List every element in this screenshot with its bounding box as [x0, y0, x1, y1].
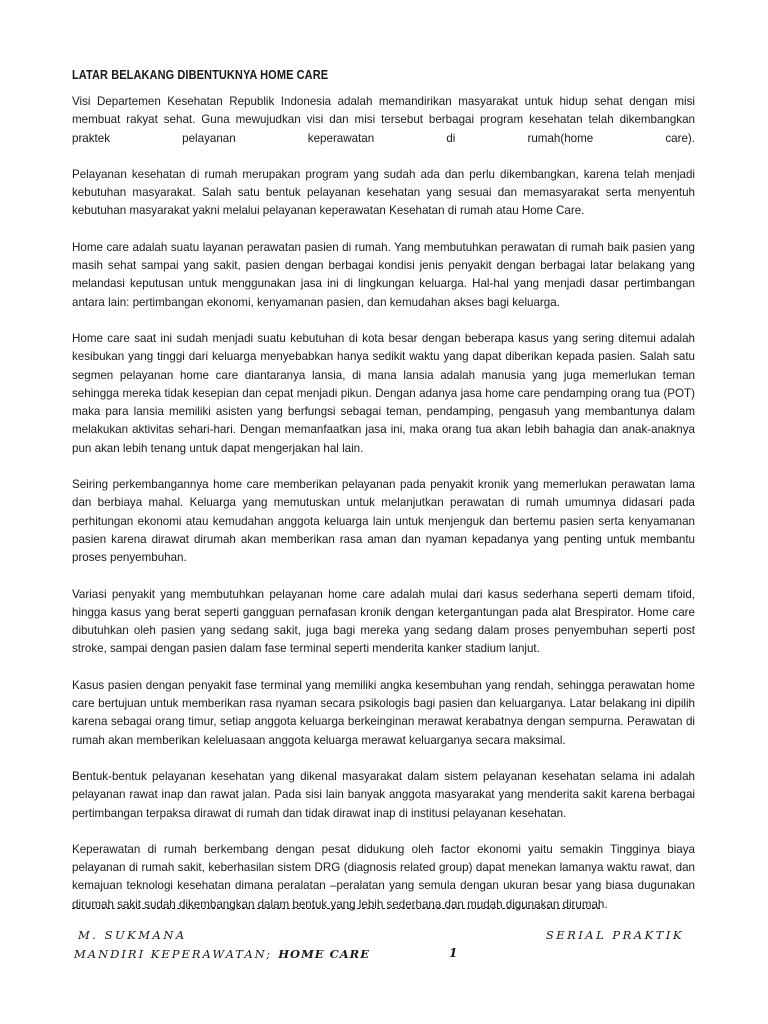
paragraph-3: Home care adalah suatu layanan perawatan pasien di rumah. Yang membutuhkan perawatan di rumah baik pasien yang masih sehat sampai yang sakit, pasien dengan berbagai kondisi jenis penyakit dengan berbagai latar belakang yang melandasi keputusan untuk menggunakan jasa ini di lingkungan keluarga. Hal-hal yang menjadi dasar pertimbangan antara lain: pertimbangan ekonomi, kenyamanan pasien, dan kemudahan akses bagi keluarga. — [72, 240, 695, 309]
paragraph-1: Visi Departemen Kesehatan Republik Indonesia adalah memandirikan masyarakat untuk hidup sehat dengan misi membuat rakyat sehat. Guna mewujudkan visi dan misi tersebut berbagai program kesehatan telah dikembangkan praktek pelayanan keperawatan di rumah(home care). — [72, 95, 695, 145]
footer-divider — [72, 908, 600, 909]
paragraph-5: Seiring perkembangannya home care memberikan pelayanan pada penyakit kronik yang memerlukan perawatan lama dan berbiaya mahal. Keluarga yang memutuskan untuk melanjutkan perawatan di rumah umumnya didasari pada perhitungan ekonomi atau kemudahan anggota keluarga lain untuk menjenguk dan bertemu pasien serta kenyamanan pasien karena dirawat dirumah akan memberikan rasa aman dan nyaman kepadanya yang penting untuk membantu proses penyembuhan. — [72, 478, 695, 565]
paragraph-2: Pelayanan kesehatan di rumah merupakan program yang sudah ada dan perlu dikembangkan, karena telah menjadi kebutuhan masyarakat. Salah satu bentuk pelayanan kesehatan yang sesuai dan memasyarakat serta menyentuh kebutuhan masyarakat yakni melalui pelayanan keperawatan Kesehatan di rumah atau Home Care. — [72, 167, 695, 218]
paragraph-7: Kasus pasien dengan penyakit fase terminal yang memiliki angka kesembuhan yang rendah, sehingga perawatan home care bertujuan untuk memberikan rasa nyaman secara psikologis bagi pasien dan keluarganya. Latar belakang ini dipilih karena sebagai orang timur, setiap anggota keluarga berkeinginan merawat kerabatnya dengan sempurna. Perawatan di rumah akan memberikan keleluasaan anggota keluarga merawat keluarganya secara maksimal. — [72, 678, 695, 747]
footer-author: M. SUKMANA — [78, 928, 187, 942]
paragraph-9: Keperawatan di rumah berkembang dengan pesat didukung oleh factor ekonomi yaitu semakin Tingginya biaya pelayanan di rumah sakit, keberhasilan sistem DRG (diagnosis related group) dapat menekan lamanya waktu rawat, dan kemajuan teknologi kesehatan dimana peralatan –peralatan yang semula dengan ukuran besar yang biasa dugunakan dirumah sakit sudah dikembangkan dalam bentuk yang lebih sederhana dan mudah digunakan dirumah. — [72, 842, 695, 911]
paragraph-8: Bentuk-bentuk pelayanan kesehatan yang dikenal masyarakat dalam sistem pelayanan kesehatan selama ini adalah pelayanan rawat inap dan rawat jalan. Pada sisi lain banyak anggota masyarakat yang menderita sakit karena berbagai pertimbangan terpaksa dirawat di rumah dan tidak dirawat inap di institusi pelayanan kesehatan. — [72, 769, 695, 820]
document-title: LATAR BELAKANG DIBENTUKNYA HOME CARE — [72, 68, 329, 82]
paragraph-4: Home care saat ini sudah menjadi suatu kebutuhan di kota besar dengan beberapa kasus yang sering ditemui adalah kesibukan yang tinggi dari keluarga menyebabkan hanya sedikit waktu yang dapat diberikan kepada pasien. Salah satu segmen pelayanan home care diantaranya lansia, di mana lansia adalah manusia yang juga memerlukan teman sehingga mereka tidak kesepian dan cepat menjadi pikun. Dengan adanya jasa home care pendamping orang tua (POT) maka para lansia memiliki asisten yang berfungsi sebagai teman, pendamping, pengasuh yang membantunya dalam melakukan aktivitas sehari-hari. Dengan memanfaatkan jasa ini, maka orang tua akan lebih bahagia dan anak-anaknya pun akan lebih tenang untuk dapat mengerjakan hal lain. — [72, 331, 695, 455]
footer-subtitle-text: MANDIRI KEPERAWATAN; — [74, 947, 273, 961]
footer-subtitle-bold: HOME CARE — [278, 947, 370, 961]
footer-subtitle — [74, 947, 370, 961]
document-body — [72, 68, 695, 932]
page-number: 1 — [449, 946, 458, 960]
paragraph-6: Variasi penyakit yang membutuhkan pelayanan home care adalah mulai dari kasus sederhana seperti demam tifoid, hingga kasus yang berat seperti gangguan pernafasan kronik dengan ketergantungan pada alat Brespirator. Home care dibutuhkan oleh pasien yang sedang sakit, juga bagi mereka yang sedang dalam proses penyembuhan seperti post stroke, sampai dengan pasien dalam fase terminal seperti menderita kanker stadium lanjut. — [72, 587, 695, 656]
footer-series: SERIAL PRAKTIK — [545, 928, 684, 942]
